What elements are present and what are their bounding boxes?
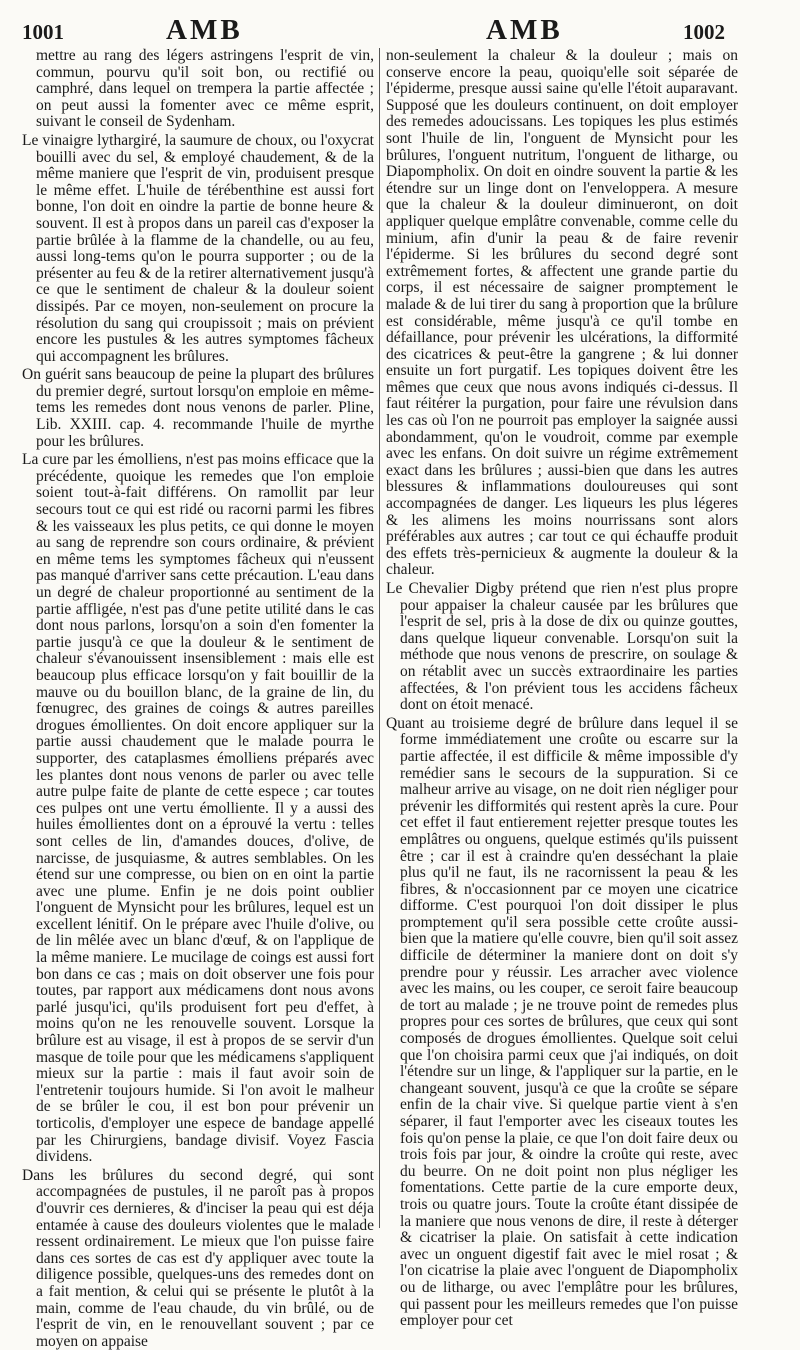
paragraph: La cure par les émolliens, n'est pas moins efficace que la précédente, quoique les remedes que l'on emploie soient tout-à-fait différens. On ramollit par leur secours tout ce qui est ridé ou racorni parmi les fibres & les vaisseaux les plus petits, ce qui donne le moyen au sang de reprendre son cours ordinaire, & prévient en même tems les symptomes fâcheux qui n'eussent pas manqué d'arriver sans cette précaution. L'eau dans un degré de chaleur proportionné au sentiment de la partie affligée, n'est pas d'une petite utilité dans le cas dont nous parlons, lorsqu'on a soin d'en fomenter la partie jusqu'à ce que la douleur & le sentiment de chaleur s'évanouissent insensiblement : mais elle est beaucoup plus efficace lorsqu'on y fait bouillir de la mauve ou du bouillon blanc, de la graine de lin, du fœnugrec, des graines de coings & autres pareilles drogues émollientes. On doit encore appliquer sur la partie aussi chaudement que le malade pourra le supporter, des cataplasmes émolliens préparés avec les plantes dont nous venons de parler ou avec telle autre pulpe faite de plante de cette espece ; car toutes ces pulpes ont une vertu émolliente. Il y a aussi des huiles émollientes dont on a éprouvé la vertu : telles sont celles de lin, d'amandes douces, d'olive, de narcisse, de jusquiasme, & autres semblables. On les étend sur une compresse, ou bien on en oint la partie avec une plume. Enfin je ne dois point oublier l'onguent de Mynsicht pour les brûlures, lequel est un excellent lénitif. On le prépare avec l'huile d'olive, ou de lin mêlée avec un blanc d'œuf, & on l'applique de la même maniere. Le mucilage de coings est aussi fort bon dans ce cas ; mais on doit observer une fois pour toutes, par rapport aux médicamens dont nous avons parlé jusqu'ici, qu'ils produisent fort peu d'effet, à moins qu'on ne les renouvelle souvent. Lorsque la brûlure est au visage, il est à propos de se servir d'un masque de toile pour que les médicamens s'appliquent mieux sur la partie : mais il faut avoir soin de l'entretenir toujours humide. Si l'on avoit le malheur de se brûler le cou, il est bon pour prévenir un torticolis, d'employer une espece de bandage appellé par les Chirurgiens, bandage divisif. Voyez Fascia dividens. bbox=[22, 451, 374, 1166]
page-number-left: 1001 bbox=[22, 20, 64, 44]
right-column bbox=[386, 47, 738, 1330]
paragraph: Le Chevalier Digby prétend que rien n'est plus propre pour appaiser la chaleur causée par les brûlures que l'esprit de sel, pris à la dose de dix ou quinze gouttes, dans quelque liqueur convenable. Lorsqu'on suit la méthode que nous venons de prescrire, on soulage & on rétablit avec un succès extraordinaire les parties affectées, & l'on prévient tous les accidens fâcheux dont on étoit menacé. bbox=[386, 580, 738, 714]
column-divider bbox=[379, 48, 380, 1228]
paragraph: Quant au troisieme degré de brûlure dans lequel il se forme immédiatement une croûte ou escarre sur la partie affectée, il est difficile & même impossible d'y remédier sans le secours de la suppuration. Si ce malheur arrive au visage, on ne doit rien négliger pour prévenir les difformités qui restent après la cure. Pour cet effet il faut entierement rejetter presque toutes les emplâtres ou onguens, quelque estimés qu'ils puissent être ; car il est à craindre qu'en desséchant la plaie plus qu'il ne faut, ils ne racornissent la peau & les fibres, & n'occasionnent par ce moyen une cicatrice difforme. C'est pourquoi l'on doit dissiper le plus promptement qu'il sera possible cette croûte aussi-bien que la matiere qu'elle couvre, bien qu'il soit assez difficile de déterminer la maniere dont on doit s'y prendre pour y réussir. Les arracher avec violence avec les mains, ou les couper, ce seroit faire beaucoup de tort au malade ; je ne trouve point de remedes plus propres pour ces sortes de brûlures, que ceux qui sont composés de drogues émollientes. Quelque soit celui que l'on choisira parmi ceux que j'ai indiqués, on doit l'étendre sur un linge, & l'appliquer sur la partie, en le changeant souvent, jusqu'à ce que la croûte se sépare enfin de la chair vive. Si quelque partie vient à s'en séparer, il faut l'emporter avec les ciseaux toutes les fois qu'on pense la plaie, ce que l'on doit faire deux ou trois fois par jour, & oindre la croûte qui reste, avec du beurre. On ne doit point non plus négliger les fomentations. Cette partie de la cure emporte deux, trois ou quatre jours. Toute la croûte étant dissipée de la maniere que nous venons de dire, il reste à déterger & cicatriser la plaie. On satisfait à cette indication avec un onguent digestif fait avec le miel rosat ; & l'on cicatrise la plaie avec l'onguent de Diapompholix ou de litharge, ou avec l'emplâtre pour les brûlures, qui passent pour les meilleurs remedes que l'on puisse employer pour cet bbox=[386, 714, 738, 1330]
left-column bbox=[22, 47, 374, 1350]
page-number-right: 1002 bbox=[683, 20, 725, 44]
paragraph: non-seulement la chaleur & la douleur ; mais on conserve encore la peau, quoiqu'elle soit séparée de l'épiderme, presque aussi saine qu'elle l'étoit auparavant. Supposé que les douleurs continuent, on doit employer des remedes adoucissans. Les topiques les plus estimés sont l'huile de lin, l'onguent de Mynsicht pour les brûlures, l'onguent nutritum, l'onguent de litharge, ou Diapompholix. On doit en oindre souvent la partie & les étendre sur un linge dont on l'enveloppera. A mesure que la chaleur & la douleur diminueront, on doit appliquer quelque emplâtre convenable, comme celle du minium, afin d'unir la peau & de faire revenir l'épiderme. Si les brûlures du second degré sont extrêmement fortes, & affectent une grande partie du corps, il est nécessaire de saigner promptement le malade & de lui tirer du sang à proportion que la brûlure est considérable, même jusqu'à ce qu'il tombe en défaillance, pour prévenir les ulcérations, la difformité des cicatrices & peut-être la gangrene ; & lui donner ensuite un fort purgatif. Les topiques doivent être les mêmes que ceux que nous avons indiqués ci-dessus. Il faut réitérer la purgation, pour faire une révulsion dans les cas où l'on ne pourroit pas employer la saignée aussi abondamment, qu'on le voudroit, comme par exemple avec les enfans. On doit suivre un régime extrêmement exact dans les brûlures ; aussi-bien que dans les autres blessures & inflammations douloureuses qui sont accompagnées de danger. Les liqueurs les plus légeres & les alimens les moins nourrissans sont alors préférables aux autres ; car tout ce qui échauffe produit des effets très-pernicieux & augmente la douleur & la chaleur. bbox=[386, 47, 738, 579]
paragraph: Le vinaigre lythargiré, la saumure de choux, ou l'oxycrat bouilli avec du sel, & employé chaudement, & de la même maniere que l'esprit de vin, produisent presque le même effet. L'huile de térébenthine est aussi fort bonne, l'on doit en oindre la partie de bonne heure & souvent. Il est à propos dans un pareil cas d'exposer la partie brûlée à la flamme de la chandelle, ou au feu, aussi long-tems qu'on le pourra supporter ; ou de la présenter au feu & de la retirer alternativement jusqu'à ce que le sentiment de chaleur & la douleur soient dissipés. Par ce moyen, non-seulement on procure la résolution du sang qui croupissoit ; mais on prévient encore les pustules & les autres symptomes fâcheux qui accompagnent les brûlures. bbox=[22, 131, 374, 365]
paragraph: mettre au rang des légers astringens l'esprit de vin, commun, pourvu qu'il soit bon, ou rectifié ou camphré, dans lequel on trempera la partie affectée ; on peut aussi la fomenter avec ce même esprit, suivant le conseil de Sydenham. bbox=[36, 47, 374, 131]
paragraph: Dans les brûlures du second degré, qui sont accompagnées de pustules, il ne paroît pas à propos d'ouvrir ces dernieres, & d'inciser la peau qui est déja entamée à cause des douleurs violentes que le malade ressent ordinairement. Le mieux que l'on puisse faire dans ces sortes de cas est d'y appliquer avec toute la diligence possible, quelques-uns des remedes dont on a fait mention, & celui qui se présente le plutôt à la main, comme de l'eau chaude, du vin brûlé, ou de l'esprit de vin, en le renouvellant souvent ; par ce moyen on appaise bbox=[22, 1166, 374, 1350]
paragraph: On guérit sans beaucoup de peine la plupart des brûlures du premier degré, surtout lorsqu'on emploie en même-tems les remedes dont nous venons de parler. Pline, Lib. XXIII. cap. 4. recommande l'huile de myrthe pour les brûlures. bbox=[22, 366, 374, 450]
running-head-right: AMB bbox=[486, 14, 563, 46]
running-head-left: AMB bbox=[166, 14, 243, 46]
